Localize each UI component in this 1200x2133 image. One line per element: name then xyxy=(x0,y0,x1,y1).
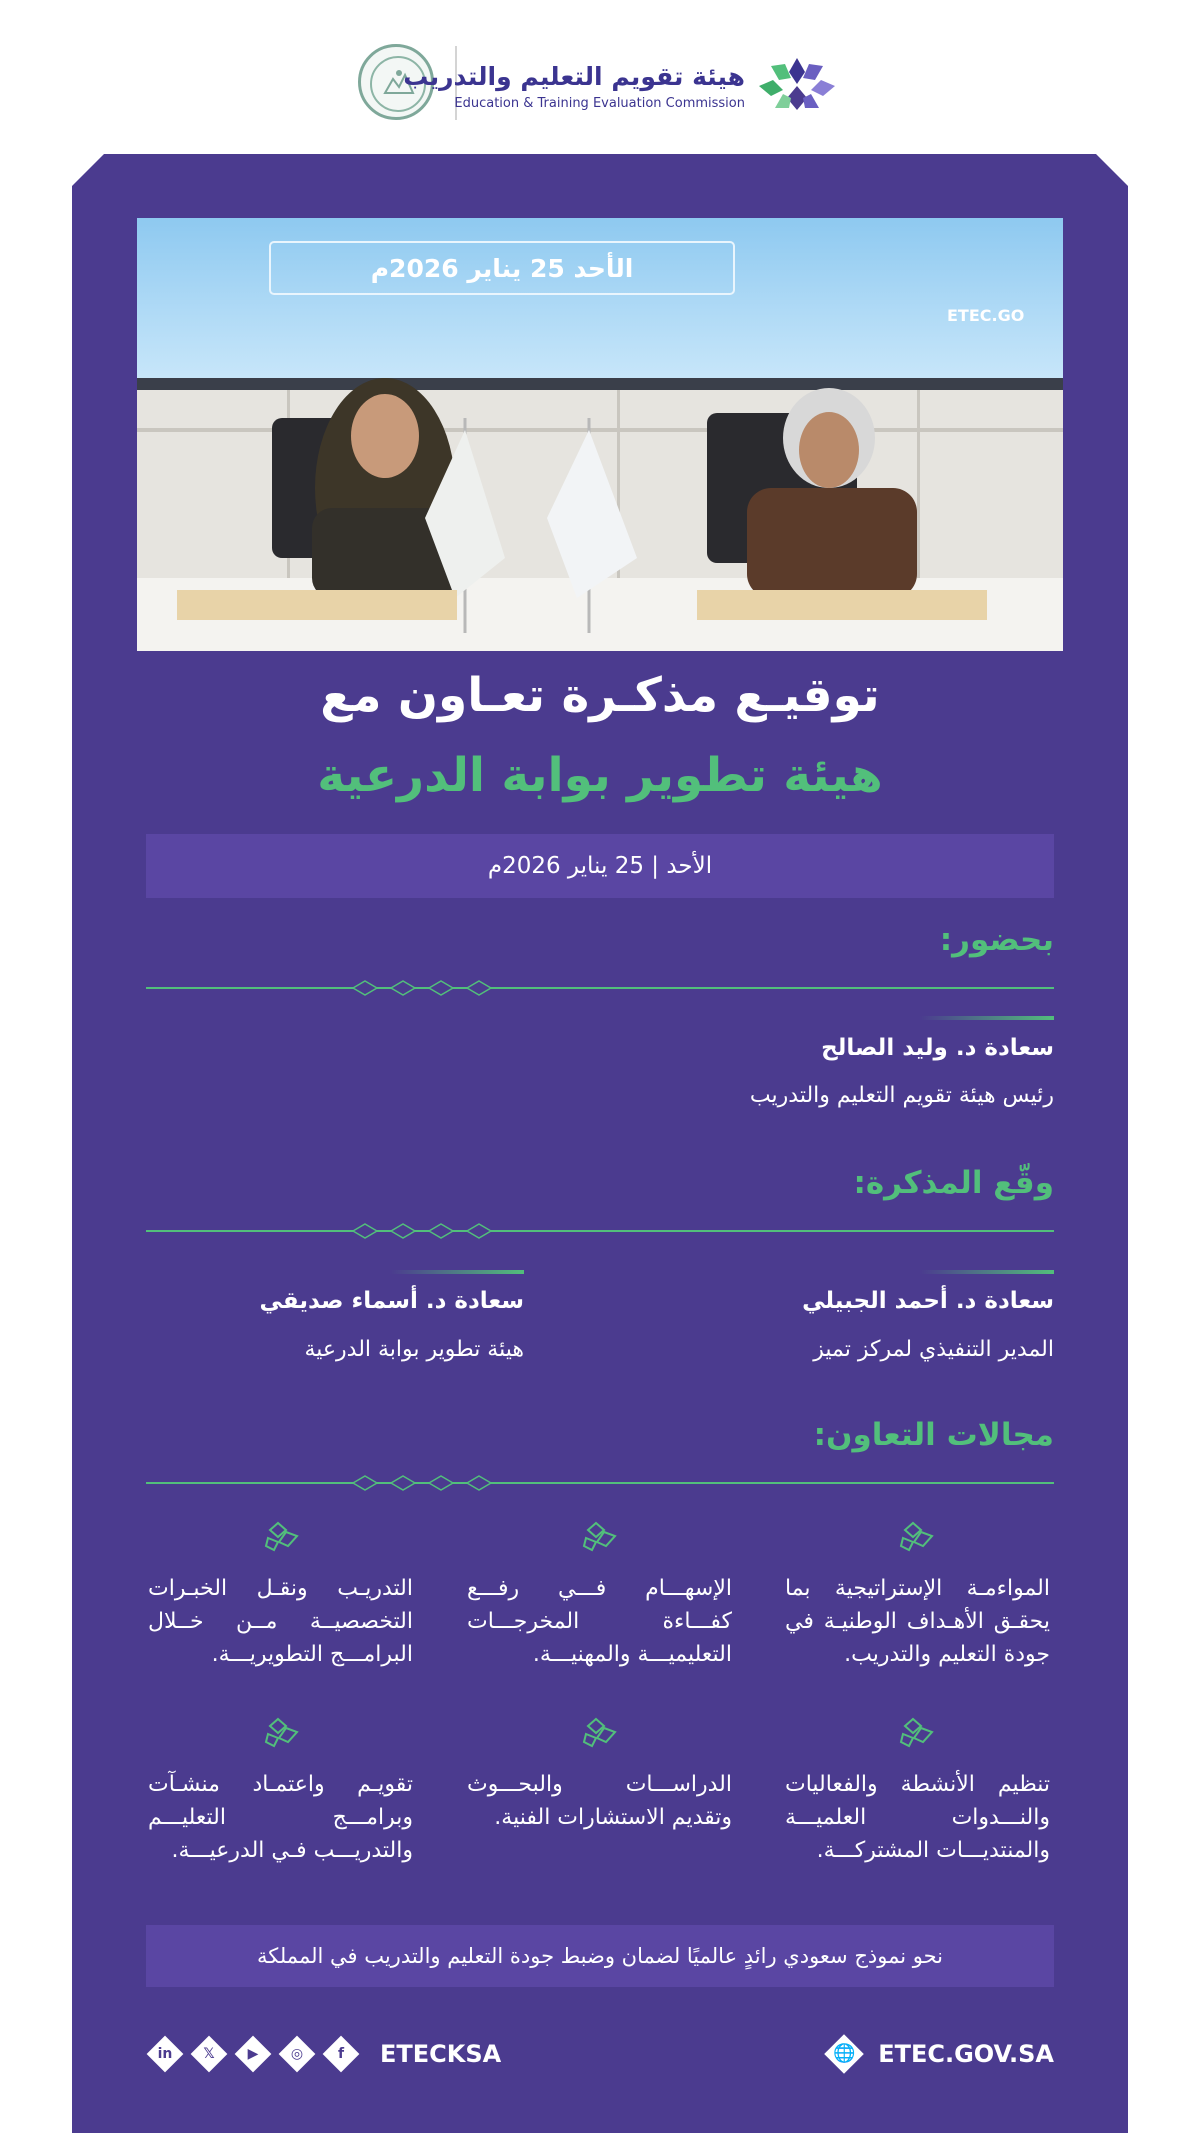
diamond-icon xyxy=(352,1223,378,1239)
diamond-icon xyxy=(428,1223,454,1239)
footer-website[interactable] xyxy=(824,2034,1054,2074)
diamond-icon xyxy=(466,1223,492,1239)
attendance-divider xyxy=(146,977,1054,999)
signatories-divider xyxy=(146,1220,1054,1242)
area-item-2: الإسهـــام فـــي رفـــع كفـــاءة المخرجـــات التعليميـــة والمهنيـــة. xyxy=(467,1576,732,1667)
flower-petal-icon xyxy=(582,1520,618,1552)
accent-line xyxy=(920,1016,1054,1020)
area-item-6: تقويـم واعتمـاد منشـآت وبرامـــج التعليـــم والتدريـــب فـي الدرعيـــة. xyxy=(148,1772,413,1863)
diamond-icon xyxy=(390,1475,416,1491)
x-icon[interactable]: 𝕏 xyxy=(190,2035,228,2073)
youtube-icon[interactable]: ▶ xyxy=(234,2035,272,2073)
attendee-role: رئيس هيئة تقويم التعليم والتدريب xyxy=(749,1083,1054,1108)
linkedin-icon[interactable]: in xyxy=(146,2035,184,2073)
area-item-5: الدراســـات والبحـــوث وتقديم الاستشارات الفنية. xyxy=(467,1772,732,1830)
org-name-ar: هيئة تقويم التعليم والتدريب xyxy=(403,62,745,91)
attendee-name: سعادة د. وليد الصالح xyxy=(821,1035,1054,1061)
diamond-icon xyxy=(466,1475,492,1491)
diamond-icon xyxy=(352,1475,378,1491)
signatory-2-name: سعادة د. أسماء صديقي xyxy=(259,1288,524,1314)
diamond-icon xyxy=(428,1475,454,1491)
attendance-heading: بحضور: xyxy=(939,922,1054,958)
area-item-3: التدريـب ونقـل الخبـرات التخصصيــة مــن خــلال البرامـــج التطويريـــة. xyxy=(148,1576,413,1667)
area-item-4: تنظيم الأنشطة والفعاليات والنـــدوات العلميـــة والمنتديـــات المشتركـــة. xyxy=(785,1772,1050,1863)
flower-petal-icon xyxy=(264,1716,300,1748)
signatory-2-role: هيئة تطوير بوابة الدرعية xyxy=(304,1337,524,1362)
flower-petal-icon xyxy=(899,1520,935,1552)
accent-line xyxy=(390,1270,524,1274)
flower-petal-icon xyxy=(582,1716,618,1748)
areas-heading: مجالات التعاون: xyxy=(813,1417,1054,1453)
photo-banner-text: الأحد 25 يناير 2026م xyxy=(370,254,634,283)
signing-photo xyxy=(137,218,1063,651)
facebook-icon[interactable]: f xyxy=(322,2035,360,2073)
diamond-icon xyxy=(466,980,492,996)
title-line-1: توقيـع مذكـرة تعـاون مع xyxy=(320,668,880,723)
tagline: نحو نموذج سعودي رائدٍ عالميًا لضمان وضبط جودة التعليم والتدريب في المملكة xyxy=(146,1925,1054,1987)
signatory-1-name: سعادة د. أحمد الجبيلي xyxy=(802,1288,1054,1314)
flower-petal-icon xyxy=(899,1716,935,1748)
social-handle[interactable]: ETECKSA xyxy=(380,2040,502,2068)
accent-line xyxy=(920,1270,1054,1274)
flower-petal-icon xyxy=(264,1520,300,1552)
title-line-2: هيئة تطوير بوابة الدرعية xyxy=(317,748,883,803)
area-item-1: المواءمـة الإستراتيجية بما يحقـق الأهـداف الوطنيـة في جودة التعليم والتدريب. xyxy=(785,1576,1050,1667)
date-bar: الأحد | 25 يناير 2026م xyxy=(146,834,1054,898)
footer-social xyxy=(146,2034,501,2074)
diamond-icon xyxy=(352,980,378,996)
instagram-icon[interactable]: ◎ xyxy=(278,2035,316,2073)
header xyxy=(0,36,1200,132)
org-name-en: Education & Training Evaluation Commission xyxy=(454,96,745,111)
photo-screen-label: ETEC.GO xyxy=(947,306,1025,325)
signatories-heading: وقّع المذكرة: xyxy=(853,1165,1054,1201)
website-link[interactable]: ETEC.GOV.SA xyxy=(878,2040,1054,2068)
areas-divider xyxy=(146,1472,1054,1494)
etec-flower-logo xyxy=(755,54,839,114)
diamond-icon xyxy=(428,980,454,996)
globe-icon: 🌐 xyxy=(824,2034,864,2074)
diamond-icon xyxy=(390,1223,416,1239)
diamond-icon xyxy=(390,980,416,996)
signatory-1-role: المدير التنفيذي لمركز تميز xyxy=(813,1337,1054,1362)
